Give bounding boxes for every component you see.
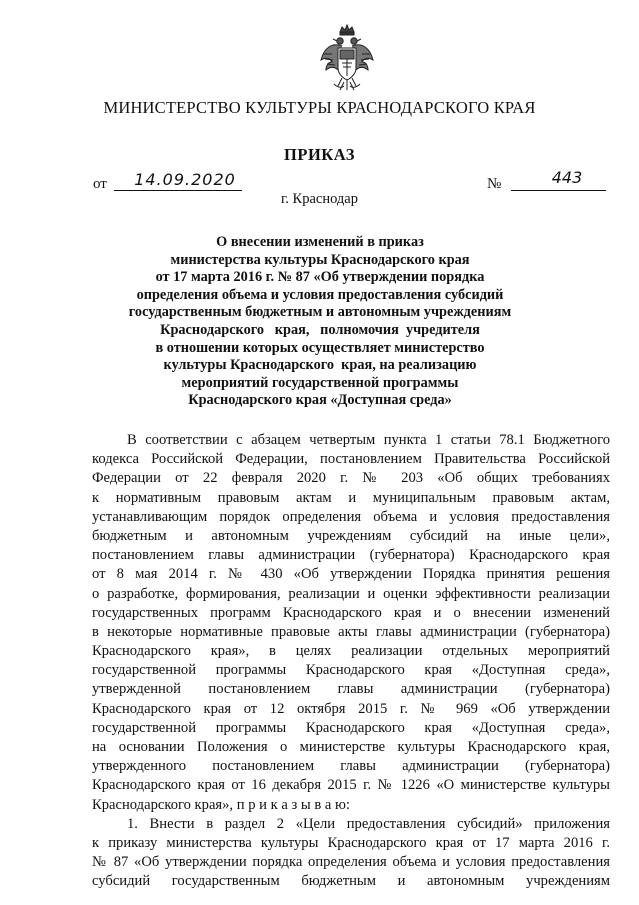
subject-line: министерства культуры Краснодарского края xyxy=(170,251,470,268)
order-subject xyxy=(90,234,550,410)
body-line: о разработке, формирования, реализации и оценки эффективности реализации xyxy=(92,585,610,602)
subject-line: в отношении которых осуществляет министерство xyxy=(155,339,485,356)
body-line: кодекса Российской Федерации, постановлением Правительства Российской xyxy=(92,451,610,468)
body-line: В соответствии с абзацем четвертым пункта 1 статьи 78.1 Бюджетного xyxy=(127,432,610,448)
body-line: № 87 «Об утверждении порядка определения объема и условия предоставления xyxy=(92,854,610,871)
body-line: к нормативным правовым актам и муниципальным правовым актам, xyxy=(92,489,610,506)
subject-line: Краснодарского края, полномочия учредителя xyxy=(160,321,480,338)
body-line: устанавливающим порядок определения объема и условия предоставления xyxy=(92,508,610,525)
city-name: г. Краснодар xyxy=(280,191,358,207)
subject-line: культуры Краснодарского края, на реализацию xyxy=(163,357,477,374)
order-body xyxy=(92,431,610,892)
ministry-name: МИНИСТЕРСТВО КУЛЬТУРЫ КРАСНОДАРСКОГО КРАЯ xyxy=(103,98,536,117)
subject-line: от 17 марта 2016 г. № 87 «Об утверждении порядка xyxy=(155,269,485,286)
body-line: бюджетным и автономным учреждениям субсидий на иные цели», xyxy=(92,527,610,544)
body-line: 1. Внести в раздел 2 «Цели предоставления субсидий» приложения xyxy=(127,815,610,832)
body-line: утвержденного постановлением главы администрации (губернатора) xyxy=(92,758,610,775)
number-prefix: № xyxy=(487,176,502,192)
body-line: субсидий государственным бюджетным и автономным учреждениям xyxy=(92,873,610,890)
body-line: на основании Положения о министерстве культуры Краснодарского края, xyxy=(92,739,610,755)
body-line: к приказу министерства культуры Краснодарского края от 17 марта 2016 г. xyxy=(92,834,610,851)
body-line: Краснодарского края», в целях реализации отдельных мероприятий xyxy=(92,643,610,660)
document-type-title: ПРИКАЗ xyxy=(284,145,355,164)
body-line: государственной программы Краснодарского края «Доступная среда», xyxy=(92,719,610,736)
body-line: Краснодарского края от 16 декабря 2015 г. № 1226 «О министерстве культуры xyxy=(92,777,610,794)
body-line: Краснодарского края», п р и к а з ы в а ю: xyxy=(92,796,350,813)
body-line: Краснодарского края от 12 октября 2015 г. № 969 «Об утверждении xyxy=(92,700,610,717)
body-line: государственных программ Краснодарского края и о внесении изменений xyxy=(92,604,610,621)
handwritten-number: 443 xyxy=(551,168,583,187)
date-prefix: от xyxy=(93,176,107,192)
body-line: в некоторые нормативные правовые акты главы администрации (губернатора) xyxy=(92,623,610,640)
subject-line: О внесении изменений в приказ xyxy=(216,234,424,250)
subject-line: мероприятий государственной программы xyxy=(181,374,459,391)
body-line: от 8 мая 2014 г. № 430 «Об утверждении Порядка принятия решения xyxy=(92,566,610,583)
handwritten-date: 14.09.2020 xyxy=(134,170,236,189)
body-line: утвержденной постановлением главы администрации (губернатора) xyxy=(92,681,610,698)
coat-of-arms-icon xyxy=(318,24,376,94)
subject-line: государственным бюджетным и автономным учреждениям xyxy=(128,304,512,321)
body-line: постановлением главы администрации (губернатора) Краснодарского края xyxy=(92,547,610,564)
body-line: государственной программы Краснодарского края «Доступная среда», xyxy=(92,662,610,679)
subject-line: Краснодарского края «Доступная среда» xyxy=(188,392,452,409)
subject-line: определения объема и условия предоставления субсидий xyxy=(136,286,504,303)
body-line: Федерации от 22 февраля 2020 г. № 203 «Об общих требованиях xyxy=(92,470,610,487)
